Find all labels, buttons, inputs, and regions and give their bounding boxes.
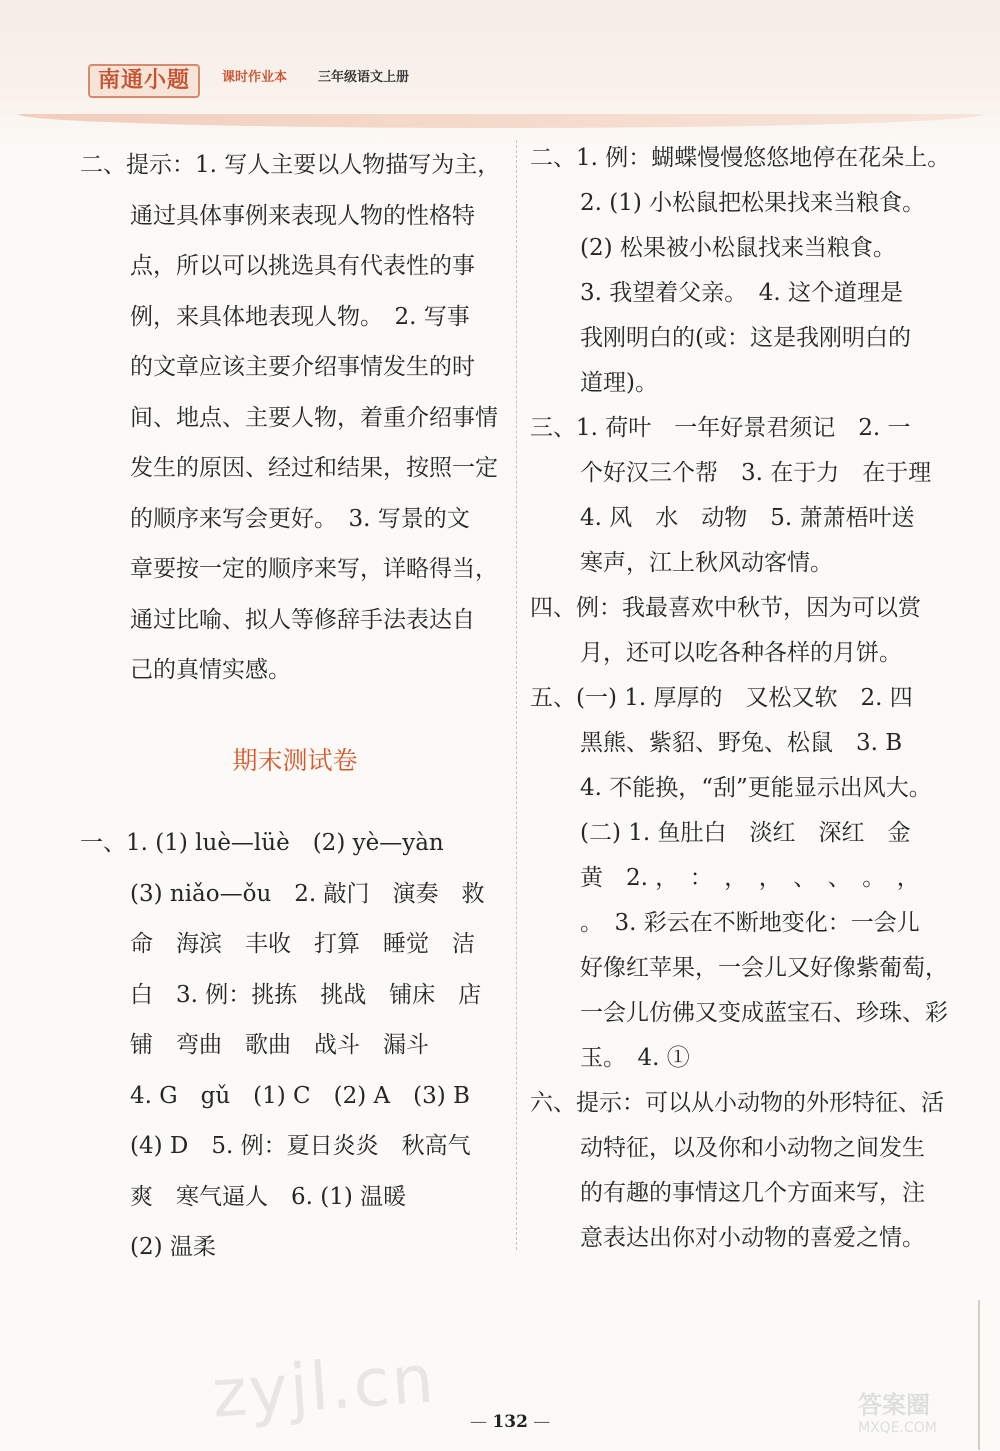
text-line: (2) 温柔 bbox=[130, 1234, 216, 1260]
text-line: 五、(一) 1. 厚厚的 又松又软 2. 四 bbox=[530, 685, 913, 711]
text-line: 通过比喻、拟人等修辞手法表达自 bbox=[130, 606, 475, 633]
column-divider bbox=[516, 140, 517, 1250]
text-line: 意表达出你对小动物的喜爱之情。 bbox=[580, 1225, 925, 1251]
text-line: 好像红苹果，一会儿又好像紫葡萄， bbox=[580, 955, 948, 981]
book-grade: 三年级语文上册 bbox=[318, 70, 410, 85]
text-line: 的顺序来写会更好。 3. 写景的文 bbox=[130, 505, 470, 532]
text-line: 4. 不能换，“刮”更能显示出风大。 bbox=[580, 775, 932, 801]
text-line: 玉。 4. ① bbox=[580, 1045, 690, 1071]
text-line: 3. 我望着父亲。 4. 这个道理是 bbox=[580, 280, 904, 306]
text-line: 一、1. (1) luè—lüè (2) yè—yàn bbox=[80, 830, 444, 856]
page-edge-line bbox=[978, 1300, 980, 1450]
text-line: 动特征，以及你和小动物之间发生 bbox=[580, 1135, 925, 1161]
text-line: 我刚明白的(或：这是我刚明白的 bbox=[580, 325, 911, 351]
text-line: 月，还可以吃各种各样的月饼。 bbox=[580, 640, 902, 666]
watermark-site: MXQE.COM bbox=[858, 1420, 937, 1436]
text-line: 寒声，江上秋风动客情。 bbox=[580, 550, 833, 576]
right-column bbox=[530, 136, 960, 1261]
text-line: 二、提示：1. 写人主要以人物描写为主， bbox=[80, 152, 501, 178]
text-line: 爽 寒气逼人 6. (1) 温暖 bbox=[130, 1183, 407, 1210]
text-line: 一会儿仿佛又变成蓝宝石、珍珠、彩 bbox=[580, 1000, 948, 1026]
text-line: 二、1. 例：蝴蝶慢慢悠悠地停在花朵上。 bbox=[530, 145, 951, 171]
page-header bbox=[0, 0, 1000, 150]
text-line: 黑熊、紫貂、野兔、松鼠 3. B bbox=[580, 730, 903, 756]
text-line: 己的真情实感。 bbox=[130, 657, 291, 683]
page-number-value: 132 bbox=[492, 1412, 528, 1432]
text-line: (3) niǎo—ǒu 2. 敲门 演奏 救 bbox=[130, 880, 485, 907]
text-line: 的有趣的事情这几个方面来写，注 bbox=[580, 1180, 925, 1206]
text-line: 4. G gǔ (1) C (2) A (3) B bbox=[130, 1082, 470, 1109]
header-decoration bbox=[18, 114, 983, 128]
text-line: (2) 松果被小松鼠找来当粮食。 bbox=[580, 235, 896, 261]
text-line: 4. 风 水 动物 5. 萧萧梧叶送 bbox=[580, 505, 915, 531]
text-line: 命 海滨 丰收 打算 睡觉 洁 bbox=[130, 931, 475, 957]
text-line: 例，来具体地表现人物。 2. 写事 bbox=[130, 303, 470, 330]
text-line: 间、地点、主要人物，着重介绍事情 bbox=[130, 404, 498, 431]
watermark-logo: 答案圈 bbox=[858, 1391, 930, 1419]
text-line: (二) 1. 鱼肚白 淡红 深红 金 bbox=[580, 820, 911, 846]
text-line: 道理)。 bbox=[580, 370, 658, 396]
text-line: 的文章应该主要介绍事情发生的时 bbox=[130, 354, 475, 380]
text-line: 通过具体事例来表现人物的性格特 bbox=[130, 202, 475, 229]
text-line: 三、1. 荷叶 一年好景君须记 2. 一 bbox=[530, 415, 911, 441]
brand-logo: 南通小题 bbox=[88, 64, 200, 98]
text-line: (4) D 5. 例：夏日炎炎 秋高气 bbox=[130, 1133, 471, 1159]
text-line: 铺 弯曲 歌曲 战斗 漏斗 bbox=[130, 1032, 429, 1058]
text-line: 白 3. 例：挑拣 挑战 铺床 店 bbox=[130, 981, 482, 1008]
page-number: — 132 — bbox=[470, 1412, 551, 1432]
watermark-text: zyjl.cn bbox=[209, 1340, 438, 1433]
text-line: 黄 2. ， ： ， ， 、 、 。 ， bbox=[580, 865, 920, 891]
text-line: 六、提示：可以从小动物的外形特征、活 bbox=[530, 1090, 944, 1116]
text-line: 章要按一定的顺序来写，详略得当， bbox=[130, 556, 498, 582]
text-line: 个好汉三个帮 3. 在于力 在于理 bbox=[580, 460, 932, 486]
section-title: 期末测试卷 bbox=[232, 745, 358, 775]
text-line: 。 3. 彩云在不断地变化：一会儿 bbox=[580, 910, 920, 936]
text-line: 发生的原因、经过和结果，按照一定 bbox=[130, 455, 498, 481]
text-line: 四、例：我最喜欢中秋节，因为可以赏 bbox=[530, 595, 921, 621]
book-series: 课时作业本 bbox=[222, 70, 288, 85]
text-line: 点，所以可以挑选具有代表性的事 bbox=[130, 253, 475, 279]
left-column bbox=[80, 140, 510, 1273]
text-line: 2. (1) 小松鼠把松果找来当粮食。 bbox=[580, 190, 926, 216]
